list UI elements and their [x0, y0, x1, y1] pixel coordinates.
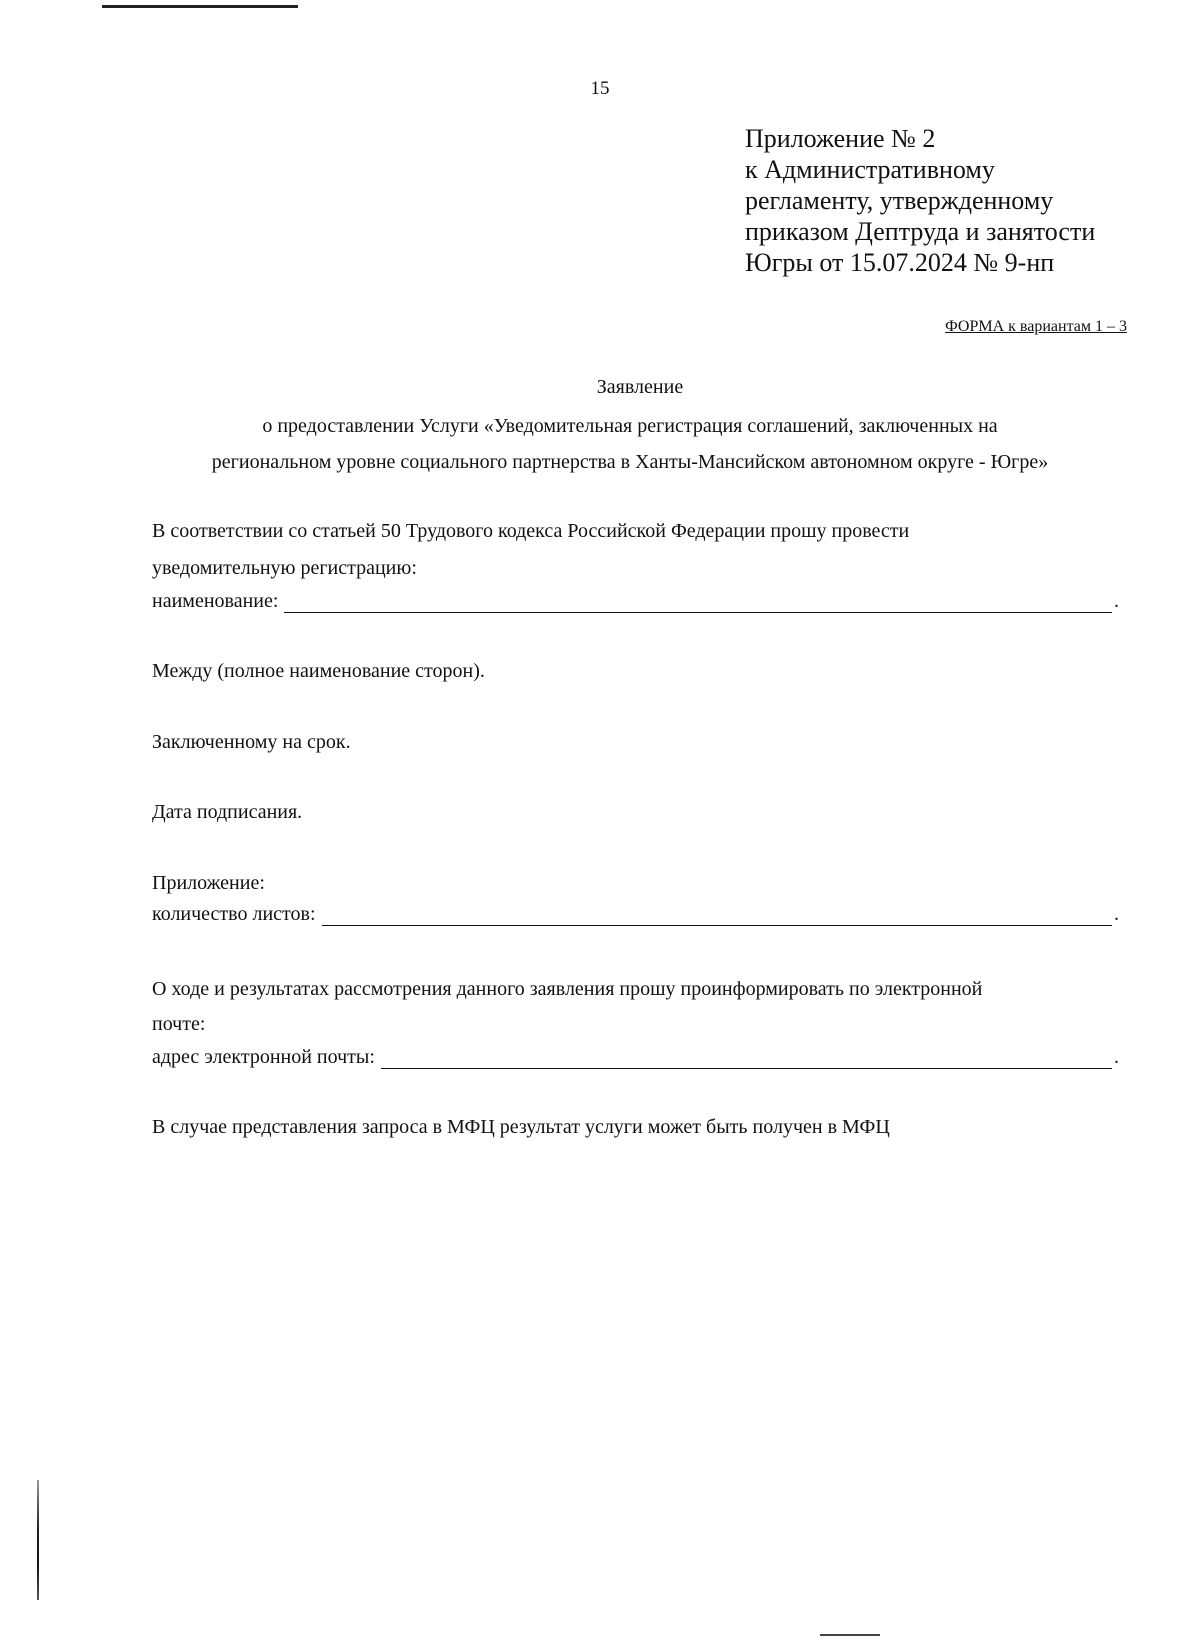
subject-line: о предоставлении Услуги «Уведомительная регистрация соглашений, заключенных на	[262, 415, 998, 437]
mfc-note-text: В случае представления запроса в МФЦ результат услуги может быть получен в МФЦ	[152, 1116, 890, 1138]
appendix-line: регламенту, утвержденному	[745, 186, 1054, 215]
name-field-blank[interactable]	[284, 594, 1112, 613]
email-field-label: адрес электронной почты:	[152, 1046, 375, 1068]
subject-line: региональном уровне социального партнерства в Ханты-Мансийском автономном округе - Югре»	[211, 451, 1049, 473]
field-terminator: .	[1114, 903, 1119, 925]
appendix-line: Приложение № 2	[745, 124, 936, 153]
sheets-field-blank[interactable]	[322, 907, 1112, 926]
scan-artifact-bottom-line	[820, 1634, 880, 1636]
field-terminator: .	[1114, 1046, 1119, 1068]
document-subject	[130, 408, 1130, 480]
email-field-row	[152, 1046, 1119, 1069]
attachment-label: Приложение:	[152, 872, 265, 894]
scan-artifact-top-line	[102, 5, 298, 8]
field-terminator: .	[1114, 590, 1119, 612]
appendix-line: к Административному	[745, 155, 995, 184]
name-field-label: наименование:	[152, 590, 279, 612]
appendix-line: приказом Дептруда и занятости	[745, 217, 1096, 246]
intro-text-line-1: В соответствии со статьей 50 Трудового кодекса Российской Федерации прошу провести	[152, 520, 910, 542]
notify-text-line-1: О ходе и результатах рассмотрения данного заявления прошу проинформировать по электронной	[152, 978, 983, 1000]
email-field-blank[interactable]	[381, 1050, 1112, 1069]
between-parties-text: Между (полное наименование сторон).	[152, 660, 485, 682]
form-variant-tag: ФОРМА к вариантам 1 – 3	[945, 318, 1127, 335]
notify-text-line-2: почте:	[152, 1013, 206, 1035]
intro-text-line-2: уведомительную регистрацию:	[152, 557, 417, 579]
term-text: Заключенному на срок.	[152, 731, 351, 753]
signing-date-text: Дата подписания.	[152, 801, 303, 823]
sheets-field-row	[152, 903, 1119, 926]
appendix-line: Югры от 15.07.2024 № 9-нп	[745, 248, 1055, 277]
document-title: Заявление	[596, 376, 684, 398]
page-number: 15	[590, 78, 610, 99]
sheets-field-label: количество листов:	[152, 903, 316, 925]
scan-artifact-left-edge	[37, 1480, 39, 1600]
name-field-row	[152, 590, 1119, 613]
appendix-block	[745, 123, 1095, 278]
